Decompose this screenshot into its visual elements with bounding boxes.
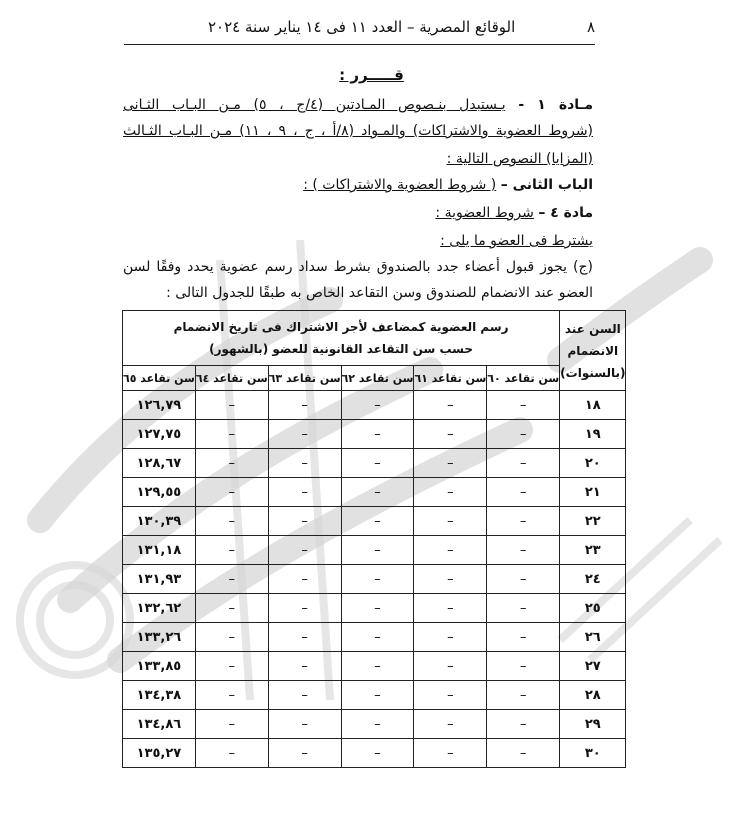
fee-cell: – <box>195 478 268 507</box>
fee-cell: – <box>487 507 560 536</box>
fee-cell: ١٢٩,٥٥ <box>123 478 196 507</box>
fee-cell: – <box>341 536 414 565</box>
fee-cell: – <box>341 681 414 710</box>
fee-cell: ١٣٥,٢٧ <box>123 739 196 768</box>
fee-cell: – <box>195 420 268 449</box>
fee-cell: – <box>268 391 341 420</box>
fee-cell: ١٣٤,٨٦ <box>123 710 196 739</box>
fee-cell: – <box>341 739 414 768</box>
fee-cell: – <box>268 681 341 710</box>
fee-cell: – <box>268 478 341 507</box>
article1-line1 <box>123 92 593 118</box>
fee-cell: – <box>414 652 487 681</box>
fee-cell: – <box>414 623 487 652</box>
fee-cell: – <box>268 739 341 768</box>
decision-label: قـــــرر : <box>339 66 404 84</box>
fee-cell: ١٣٠,٣٩ <box>123 507 196 536</box>
condition-intro-line <box>123 228 593 254</box>
membership-fee-table <box>122 310 626 768</box>
fee-cell: – <box>195 536 268 565</box>
table-row <box>123 652 626 681</box>
age-cell: ١٨ <box>560 391 626 420</box>
fee-cell: – <box>268 536 341 565</box>
fee-header-line2: حسب سن التقاعد القانونية للعضو (بالشهور) <box>209 342 474 356</box>
fee-cell: – <box>487 594 560 623</box>
chapter2-title: ( شروط العضوية والاشتراكات ) : <box>303 177 497 193</box>
fee-cell: – <box>487 565 560 594</box>
table-row <box>123 710 626 739</box>
fee-cell: – <box>195 739 268 768</box>
fee-cell: – <box>195 565 268 594</box>
fee-cell: – <box>487 536 560 565</box>
table-body <box>123 391 626 768</box>
table-row <box>123 420 626 449</box>
article1-text-2: (شروط العضوية والاشتراكات) والمـواد (٨/أ ، ج ، ٩ ، ١١) مـن البـاب الثـالث <box>123 123 594 139</box>
age-cell: ٢١ <box>560 478 626 507</box>
age-cell: ٣٠ <box>560 739 626 768</box>
clause-c-text-2: العضو عند الانضمام للصندوق وسن التقاعد الخاص به طبقًا للجدول التالى : <box>166 285 593 301</box>
age-cell: ٢٣ <box>560 536 626 565</box>
age-header: السن عند الانضمام (بالسنوات) <box>560 311 626 391</box>
column-header: سن تقاعد ٦٥ <box>123 366 196 391</box>
fee-cell: – <box>268 594 341 623</box>
table-row <box>123 594 626 623</box>
fee-cell: ١٢٦,٧٩ <box>123 391 196 420</box>
fee-cell: ١٣٢,٦٢ <box>123 594 196 623</box>
page-header <box>0 12 743 42</box>
fee-cell: ١٣٣,٢٦ <box>123 623 196 652</box>
fee-cell: – <box>341 652 414 681</box>
fee-cell: – <box>268 507 341 536</box>
decision-heading <box>0 66 743 84</box>
column-header: سن تقاعد ٦٠ <box>487 366 560 391</box>
table-row <box>123 681 626 710</box>
fee-cell: – <box>487 420 560 449</box>
fee-cell: – <box>268 449 341 478</box>
article4-label: مادة ٤ – <box>538 205 593 221</box>
fee-cell: – <box>487 681 560 710</box>
fee-cell: – <box>195 594 268 623</box>
fee-cell: – <box>195 391 268 420</box>
age-cell: ١٩ <box>560 420 626 449</box>
fee-cell: – <box>268 623 341 652</box>
fee-cell: – <box>414 594 487 623</box>
fee-cell: – <box>414 710 487 739</box>
age-cell: ٢٠ <box>560 449 626 478</box>
fee-cell: – <box>341 478 414 507</box>
article4-line <box>123 200 593 226</box>
fee-cell: – <box>414 391 487 420</box>
fee-cell: – <box>341 565 414 594</box>
fee-cell: – <box>414 565 487 594</box>
column-header: سن تقاعد ٦١ <box>414 366 487 391</box>
fee-cell: – <box>414 507 487 536</box>
fee-cell: – <box>195 652 268 681</box>
article1-label: مـادة ١ - <box>518 97 594 113</box>
chapter2-label: الباب الثانى – <box>500 177 593 193</box>
fee-cell: – <box>341 594 414 623</box>
fee-cell: ١٢٨,٦٧ <box>123 449 196 478</box>
age-cell: ٢٧ <box>560 652 626 681</box>
fee-cell: – <box>487 478 560 507</box>
age-cell: ٢٦ <box>560 623 626 652</box>
table-row <box>123 391 626 420</box>
article1-line2 <box>123 118 593 144</box>
age-cell: ٢٨ <box>560 681 626 710</box>
fee-cell: – <box>195 681 268 710</box>
fee-cell: – <box>341 623 414 652</box>
table-row <box>123 565 626 594</box>
fee-cell: – <box>414 420 487 449</box>
fee-cell: – <box>268 565 341 594</box>
table-row <box>123 739 626 768</box>
fee-cell: – <box>341 391 414 420</box>
column-header: سن تقاعد ٦٢ <box>341 366 414 391</box>
column-header: سن تقاعد ٦٣ <box>268 366 341 391</box>
fee-cell: – <box>414 681 487 710</box>
article1-line3 <box>123 146 593 172</box>
age-cell: ٢٢ <box>560 507 626 536</box>
fee-cell: – <box>341 420 414 449</box>
header-rule <box>124 44 595 45</box>
fee-cell: – <box>268 420 341 449</box>
fee-cell: – <box>268 652 341 681</box>
chapter2-line <box>123 172 593 198</box>
fee-cell: ١٣٣,٨٥ <box>123 652 196 681</box>
fee-cell: – <box>195 449 268 478</box>
fee-cell: – <box>341 710 414 739</box>
article4-title: شروط العضوية : <box>435 205 534 221</box>
article1-text-3: (المزايا) النصوص التالية : <box>446 151 593 167</box>
fee-cell: – <box>341 449 414 478</box>
age-cell: ٢٤ <box>560 565 626 594</box>
table-row <box>123 478 626 507</box>
table-row <box>123 536 626 565</box>
article1-text-1: يـستبدل بنـصوص المـادتين (٤/ج ، ٥) مـن البـاب الثـانى <box>123 97 506 113</box>
clause-c-line1 <box>123 254 593 280</box>
condition-intro: يشترط فى العضو ما يلى : <box>440 233 593 249</box>
fee-cell: ١٣١,٩٣ <box>123 565 196 594</box>
age-cell: ٢٥ <box>560 594 626 623</box>
fee-cell: – <box>414 739 487 768</box>
fee-cell: – <box>487 449 560 478</box>
fee-cell: ١٣١,١٨ <box>123 536 196 565</box>
page-number: ٨ <box>586 18 595 36</box>
fee-cell: – <box>414 536 487 565</box>
clause-c-text-1: (ج) يجوز قبول أعضاء جدد بالصندوق بشرط سداد رسم عضوية يحدد وفقًا لسن <box>123 259 593 275</box>
age-cell: ٢٩ <box>560 710 626 739</box>
fee-cell: – <box>195 710 268 739</box>
fee-cell: – <box>195 507 268 536</box>
clause-c-line2 <box>123 280 593 306</box>
fee-cell: – <box>341 507 414 536</box>
fee-cell: – <box>487 623 560 652</box>
fee-cell: – <box>487 391 560 420</box>
fee-cell: – <box>487 652 560 681</box>
fee-cell: ١٢٧,٧٥ <box>123 420 196 449</box>
table-row <box>123 507 626 536</box>
fee-cell: – <box>268 710 341 739</box>
fee-cell: – <box>487 739 560 768</box>
column-header: سن تقاعد ٦٤ <box>195 366 268 391</box>
fee-cell: – <box>487 710 560 739</box>
fee-header <box>123 311 560 366</box>
table-row <box>123 623 626 652</box>
fee-cell: – <box>414 449 487 478</box>
header-title: الوقائع المصرية – العدد ١١ فى ١٤ يناير سنة ٢٠٢٤ <box>208 18 516 36</box>
fee-header-line1: رسم العضوية كمضاعف لأجر الاشتراك فى تاريخ الانضمام <box>173 320 509 334</box>
fee-cell: – <box>414 478 487 507</box>
table-row <box>123 449 626 478</box>
fee-cell: – <box>195 623 268 652</box>
fee-cell: ١٣٤,٣٨ <box>123 681 196 710</box>
